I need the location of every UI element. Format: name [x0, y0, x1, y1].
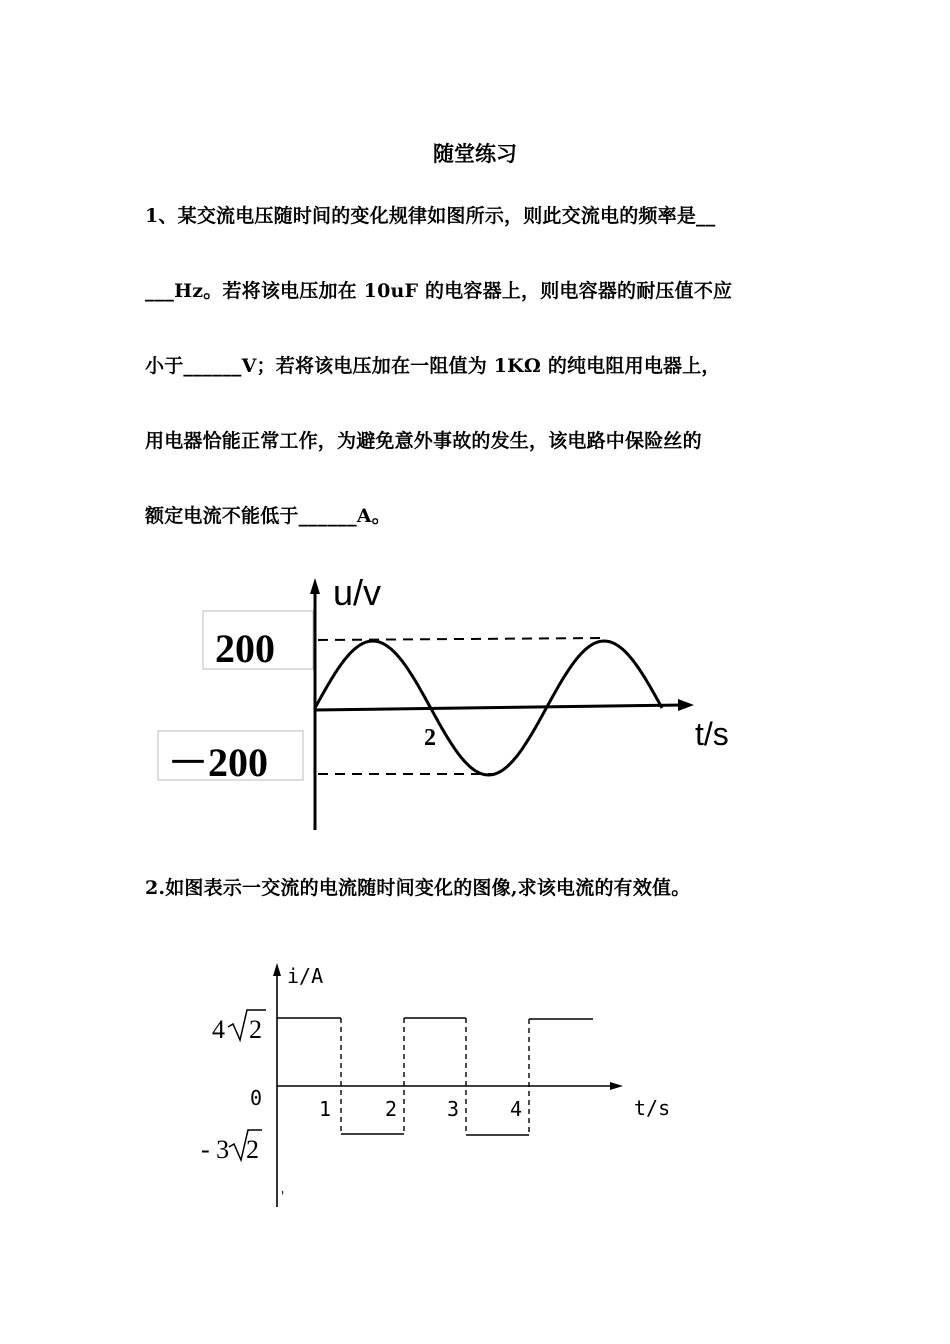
- q2-text: 2.如图表示一交流的电流随时间变化的图像,求该电流的有效值。: [145, 877, 691, 899]
- q1-line-3: 小于______V；若将该电压加在一阻值为 1KΩ 的纯电阻用电器上，: [145, 355, 721, 377]
- fig2-x-axis-label: t/s: [634, 1096, 671, 1120]
- fig2-tick-4: 4: [510, 1097, 523, 1121]
- q1-line-5: 额定电流不能低于______A。: [145, 505, 391, 527]
- fig2-tick-1: 1: [319, 1097, 332, 1121]
- q1-line-4: 用电器恰能正常工作，为避免意外事故的发生，该电路中保险丝的: [145, 430, 702, 452]
- page-title: 随堂练习: [433, 141, 517, 166]
- fig2-stray-mark: ': [281, 1189, 285, 1203]
- fig2-origin-label: 0: [250, 1086, 263, 1110]
- fig2-neg-coef: - 3: [201, 1135, 230, 1164]
- fig2-pos-coef: 4: [212, 1015, 225, 1044]
- fig1-max-label: 200: [215, 626, 275, 671]
- fig2-tick-3: 3: [447, 1097, 460, 1121]
- q1-line-2: ___Hz。若将该电压加在 10uF 的电容器上，则电容器的耐压值不应: [145, 280, 733, 302]
- fig1-tick-label: 2: [424, 725, 436, 751]
- fig2-y-arrow: [273, 963, 281, 976]
- fig2-y-axis-label: i/A: [287, 964, 324, 988]
- fig1-y-axis-label: u/v: [333, 572, 382, 613]
- q1-line-1: 1、某交流电压随时间的变化规律如图所示，则此交流电的频率是__: [145, 205, 716, 227]
- fig2-neg-radicand: 2: [246, 1135, 259, 1164]
- fig2-pos-radicand: 2: [249, 1015, 262, 1044]
- fig1-x-axis-label: t/s: [695, 716, 729, 752]
- fig2-tick-2: 2: [385, 1097, 398, 1121]
- fig2-x-arrow: [610, 1082, 623, 1090]
- fig1-min-label: －200: [168, 740, 268, 785]
